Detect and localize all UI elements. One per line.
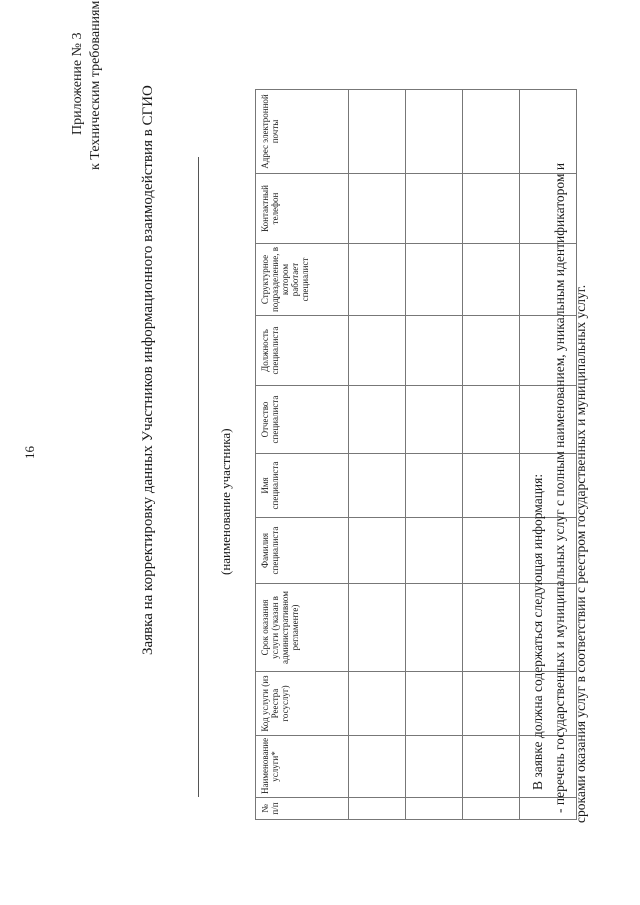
table-cell [463,244,520,316]
column-header-label: Срок оказания услуги (указан в административном регламенте) [260,591,300,664]
table-cell [349,174,406,244]
table-cell [406,90,463,174]
table-cell [406,386,463,454]
column-header [256,174,349,244]
column-header [256,798,349,820]
table-cell [406,584,463,672]
participant-name-line [198,157,199,797]
table-header-row [256,90,349,820]
data-table [255,89,577,820]
table-cell [406,518,463,584]
column-header [256,736,349,798]
page-number: 16 [22,446,37,459]
column-header-label: Фамилия специалиста [260,526,280,575]
annex-label: Приложение № 3 [70,32,85,135]
column-header [256,584,349,672]
table-cell [463,672,520,736]
table-cell [349,244,406,316]
table-cell [406,174,463,244]
table-cell [406,798,463,820]
column-header-label: Наименование услуги* [260,737,280,794]
column-header-label: Имя специалиста [260,461,280,510]
table-cell [349,798,406,820]
table-cell [349,90,406,174]
table-cell [349,672,406,736]
footnote-item-continuation: сроками оказания услуг в соответствии с реестром государственных и муниципальных услуг. [573,284,588,823]
column-header [256,518,349,584]
table-cell [463,174,520,244]
table-cell [463,518,520,584]
column-header-label: № п/п [260,802,280,815]
table-row [406,90,463,820]
table-cell [349,584,406,672]
table-row [349,90,406,820]
table-row [463,90,520,820]
table-cell [406,454,463,518]
footnote-item: - перечень государственных и муниципальных услуг с полным наименованием, уникальным идентификатором и [552,162,567,813]
table-cell [463,90,520,174]
column-header-label: Отчество специалиста [260,395,280,444]
column-header [256,316,349,386]
column-header-label: Контактный телефон [260,185,280,232]
table-cell [349,386,406,454]
table-cell [463,316,520,386]
table-cell [406,244,463,316]
table-cell [463,386,520,454]
table-cell [463,584,520,672]
column-header [256,386,349,454]
table-cell [349,454,406,518]
table-cell [349,316,406,386]
column-header-label: Структурное подразделение, в котором работает специалист [260,247,310,312]
table-cell [463,736,520,798]
footnote-intro: В заявке должна содержаться следующая информация: [530,473,545,790]
column-header [256,454,349,518]
table-cell [520,90,577,174]
column-header [256,244,349,316]
column-header [256,90,349,174]
table-cell [406,736,463,798]
annex-reference: к Техническим требованиям [88,0,103,170]
table-cell [463,454,520,518]
column-header [256,672,349,736]
table-cell [406,316,463,386]
table-cell [463,798,520,820]
column-header-label: Должность специалиста [260,326,280,375]
table-cell [349,518,406,584]
form-title: Заявка на корректировку данных Участников информационного взаимодействия в СГИО [140,85,156,655]
column-header-label: Код услуги (из Реестра госуслуг) [260,675,290,732]
table-cell [349,736,406,798]
column-header-label: Адрес электронной почты [260,94,280,169]
participant-caption: (наименование участника) [218,428,233,575]
table-cell [406,672,463,736]
